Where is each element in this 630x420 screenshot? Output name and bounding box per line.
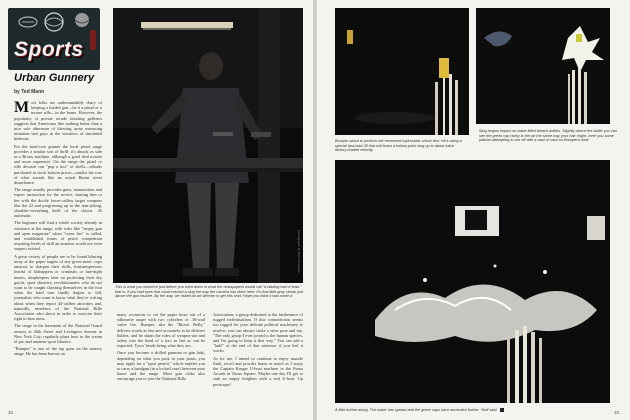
water-splash-photo [335,160,610,403]
article-column-middle [117,312,205,407]
paragraph: As for me, I intend to continue to enjoy muzzle flash, recoil and powder burns as much as I enjoy the Captain Kruger U-boat machine in the Fumo Arcade in Times Square. Maybe one day I'll get to sink an empty freighter with a real U-boat. Up periscope! [213,355,303,387]
paragraph-text: ost folks are understandably chary of keeping a loaded gun—be it a pistol or a mouse rifle—in the home. However, the popularity of private arcade shooting galleries suggests that Americans like nothing better than a nice safe afternoon of blowing away menacing imitation bad guys in the windows of simulated hideouts. [14,100,102,142]
shooter-photo-art [113,8,303,283]
caption-text: A little further along. The water has spread and the green caps have ascended further. 'Nuff said. [335,408,498,412]
end-of-article-mark [500,408,504,412]
paragraph: The range in the basement of the National Guard armory at 26th Street and Lexington Avenue in New York City, regularly plays host to the cream of pro and amateur sport blasters. [14,323,102,344]
paragraph: Once you become a skilled gunman or gun lady, depending on what you pack in your pants, you may apply for a "sport permit," which entitles you to carry a handgun (in a locked case) between your home and the range. Most gun clubs also encourage you to join the National Rifle [117,350,205,382]
paragraph: A great variety of people are to be found blasting away at the paper targets of any given meet: cops anxious to sharpen their skills, businesspersons fearful of kidnappers or criminals or late-night muses, shopkeepers bent on protecting their dry goods, sport shooters, revolutionaries who do not want to be caught shooting themselves in the foot when the hard turn finally begins to fall, journalists who want to know what they're writing about when they report 44-caliber atrocities and, naturally, members of the National Rifle Association who shoot in order to exercise their right to bear arms. [14,253,102,322]
drop-cap: M [14,99,30,116]
water-photo-caption [335,408,610,413]
sports-logo-word: Sports [14,38,84,61]
paragraph [14,100,102,142]
bumper-photo-art [335,8,469,135]
sports-section-logo [8,8,100,70]
shooter-photo [113,8,303,283]
article-column-right [213,312,303,407]
page-number-right: 33 [614,410,620,415]
paragraph: "Bumper" is one of the top guns on the armory range. He has been known on [14,346,102,357]
paragraph: Association, a group dedicated to the furtherance of rugged individualism. If this contradiction seems too rugged for your delicate political machinery to resolve, you can always strike a stern pose and say, "The only group I ever joined is the human species, and I'm going to keep it that way." You can add a "hah!" at the end of that sentence if you feel it works. [213,312,303,354]
slug-impact-photo [476,8,610,124]
slug-photo-caption: Slug begins impact on water-filled bleach bottles. Slightly above the bottle you can see the green cap rising to the air the same way your hair might, were you some judicial attempting to run off with a wad of cash on Bumper's heat. [479,129,617,143]
paragraph: many occasions to cut the paper heart out of a silhouette target with two cylinders of .38-wad cutter fire. Bumper, aka the "Bionic Belly," delivers words as fast and accurately as he delivers bullets, and he shuns the rules of weapon-use and safety into the head of a tyro as fast as can be expected. Tyros' heads being what they are. [117,312,205,349]
water-splash-photo-art [335,160,610,403]
paragraph: For the hard-core gunner the local pistol range provides a similar sort of thrill: it's almost as safe as a Bronx machine, although a good deal noisier and more expensive. On the range the pistol or rifle devotee can "pop a box" of shells—reloads purchased at stock bottom prices—amidst the roar of what sounds like an actual Beirut street disturbance. [14,143,102,186]
photo-credit: Photographs by Nick Nussbaum [297,230,301,273]
article-headline: Urban Gunnery [14,72,95,84]
paragraph: The beginner will find a whole society already in existence at the range, with rules like "empty gun and open magazine" when "cease fire" is called, and established forms of pistol competition requiring levels of skill an amateur would not even suspect existed. [14,220,102,252]
article-byline: by Ted Mann [14,89,45,95]
main-photo-caption: This is what you would've just before you went down in what the newspapers would call "a blazing hail of lead." that is, if you had eyes that could resolve a slug the way the camera has done here. It's that little gray streak just above the gun muzzle. By the way, we risked an art director to get this shot. Hope you think it was worth it. [115,285,304,299]
page-number-left: 32 [8,410,14,415]
article-column-left [14,100,102,400]
bumper-photo [335,8,469,135]
bumper-photo-caption: Bumper about to perform the renowned hydrostatic shock test. He's using a special fast-load 38 that will boost a hollow-point slug up to about twice factory-loaded velocity. [335,139,462,153]
paragraph: The range usually provides guns, ammunition and expert instruction for the novice, starting him or her with the docile lower-caliber target weapons like the 22 and progressing up to the arm-jolting, shoulder-wrenching thrill of the classic .45 automatic. [14,187,102,219]
slug-impact-photo-art [476,8,610,124]
